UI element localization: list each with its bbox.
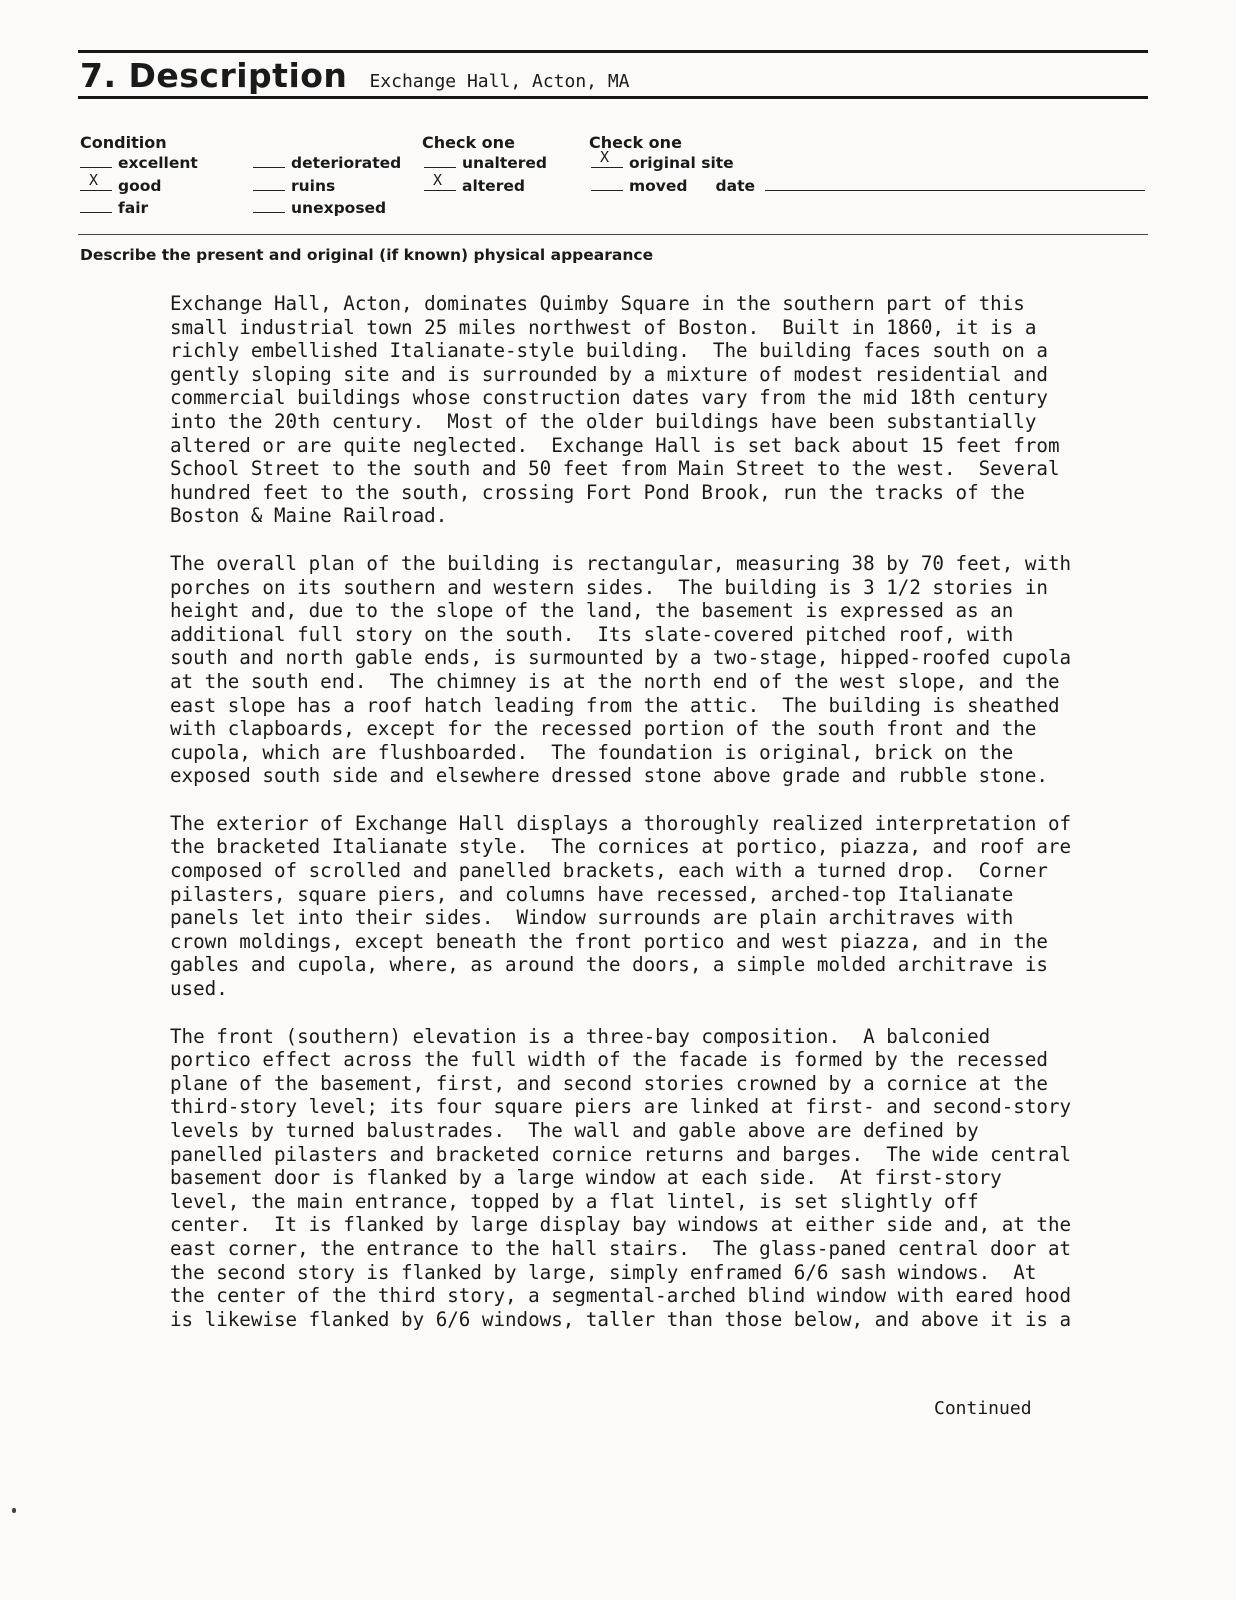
top-rule bbox=[78, 50, 1148, 53]
option-unaltered: unaltered bbox=[424, 154, 547, 172]
date-field bbox=[765, 177, 1145, 191]
checkbox-ruins bbox=[253, 177, 285, 191]
check-one-label-alteration: Check one bbox=[422, 133, 515, 152]
checkbox-original-site: X bbox=[591, 154, 623, 168]
paragraph: The overall plan of the building is rectangular, measuring 38 by 70 feet, with porches on its southern and western sides. The building is 3 1/2 stories in height and, due to the slope of the land, the basement is expressed as an additional full story on the south. Its slate-covered pitched roof, with south and north gable ends, is surmounted by a two-stage, hipped-roofed cupola at the south end. The chimney is at the north end of the west slope, and the east slope has a roof hatch leading from the attic. The building is sheathed with clapboards, except for the recessed portion of the south front and the cupola, which are flushboarded. The foundation is original, brick on the exposed south side and elsewhere dressed stone above grade and rubble stone. bbox=[170, 551, 1072, 788]
checkbox-unaltered bbox=[424, 154, 456, 168]
checkbox-altered: X bbox=[424, 177, 456, 191]
paragraph: The front (southern) elevation is a three-bay composition. A balconied portico effect across the full width of the facade is formed by the recessed plane of the basement, first, and second stories crowned by a cornice at the third-story level; its four square piers are linked at first- and second-story levels by turned balustrades. The wall and gable above are defined by panelled pilasters and bracketed cornice returns and barges. The wide central basement door is flanked by a large window at each side. At first-story level, the main entrance, topped by a flat lintel, is set slightly off center. It is flanked by large display bay windows at either side and, at the east corner, the entrance to the hall stairs. The glass-paned central door at the second story is flanked by large, simply enframed 6/6 sash windows. At the center of the third story, a segmental-arched blind window with eared hood is likewise flanked by 6/6 windows, taller than those below, and above it is a bbox=[170, 1024, 1072, 1331]
paragraph: The exterior of Exchange Hall displays a thoroughly realized interpretation of the bracketed Italianate style. The cornices at portico, piazza, and roof are composed of scrolled and panelled brackets, each with a turned drop. Corner pilasters, square piers, and columns have recessed, arched-top Italianate panels let into their sides. Window surrounds are plain architraves with crown moldings, except beneath the front portico and west piazza, and in the gables and cupola, where, as around the doors, a simple molded architrave is used. bbox=[170, 811, 1072, 1001]
condition-good: X good bbox=[80, 177, 162, 195]
checkbox-fair bbox=[80, 199, 112, 213]
description-body bbox=[170, 292, 1130, 1355]
check-one-label-site: Check one bbox=[589, 133, 682, 152]
section-header bbox=[80, 56, 630, 96]
condition-deteriorated: deteriorated bbox=[253, 154, 401, 172]
condition-fair: fair bbox=[80, 199, 148, 217]
checkbox-moved bbox=[591, 177, 623, 191]
option-original-site: X original site bbox=[591, 154, 734, 172]
option-moved: moved date bbox=[591, 177, 1145, 195]
condition-label: Condition bbox=[80, 133, 167, 152]
property-name: Exchange Hall, Acton, MA bbox=[369, 71, 630, 92]
describe-label: Describe the present and original (if known) physical appearance bbox=[80, 246, 654, 264]
continued-note: Continued bbox=[934, 1398, 1032, 1419]
scan-speck bbox=[12, 1508, 16, 1513]
checkbox-excellent bbox=[80, 154, 112, 168]
header-rule bbox=[78, 96, 1148, 99]
form-rule bbox=[78, 234, 1148, 235]
date-label: date bbox=[715, 177, 755, 195]
checkbox-unexposed bbox=[253, 199, 285, 213]
checkbox-good: X bbox=[80, 177, 112, 191]
section-title: 7. Description bbox=[80, 56, 348, 95]
checkbox-deteriorated bbox=[253, 154, 285, 168]
condition-excellent: excellent bbox=[80, 154, 198, 172]
condition-ruins: ruins bbox=[253, 177, 335, 195]
condition-unexposed: unexposed bbox=[253, 199, 386, 217]
option-altered: X altered bbox=[424, 177, 525, 195]
paragraph: Exchange Hall, Acton, dominates Quimby Square in the southern part of this small industrial town 25 miles northwest of Boston. Built in 1860, it is a richly embellished Italianate-style building. The building faces south on a gently sloping site and is surrounded by a mixture of modest residential and commercial buildings whose construction dates vary from the mid 18th century into the 20th century. Most of the older buildings have been substantially altered or are quite neglected. Exchange Hall is set back about 15 feet from School Street to the south and 50 feet from Main Street to the west. Several hundred feet to the south, crossing Fort Pond Brook, run the tracks of the Boston & Maine Railroad. bbox=[170, 292, 1060, 528]
